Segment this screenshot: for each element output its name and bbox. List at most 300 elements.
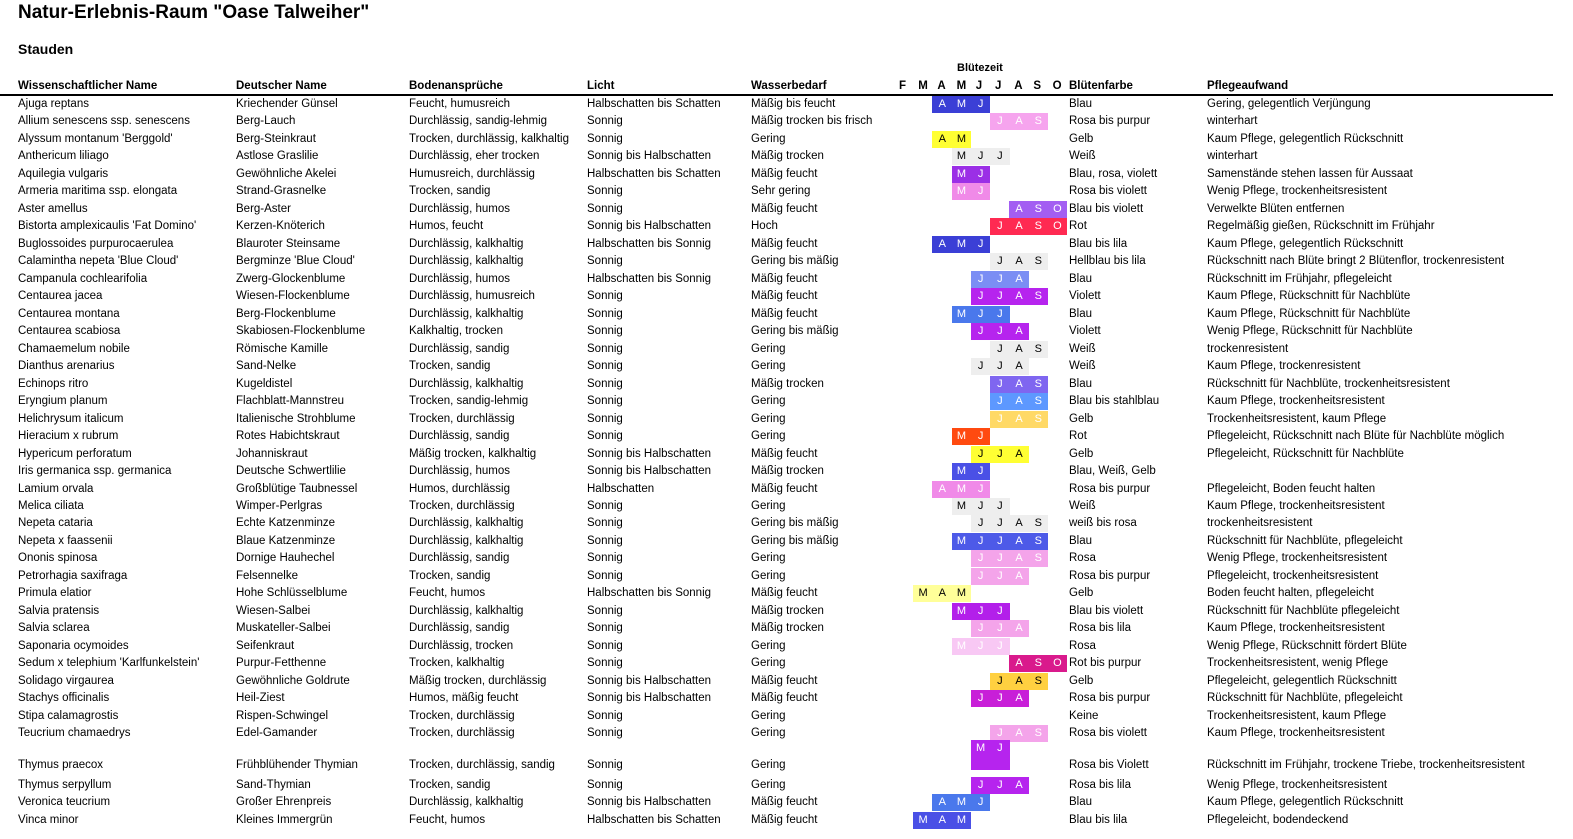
cell-wiss: Centaurea jacea <box>18 290 103 302</box>
bloom-cell: A <box>932 131 952 148</box>
cell-pflege: winterhart <box>1207 115 1258 127</box>
header-wasser: Wasserbedarf <box>751 80 827 92</box>
cell-farbe: Rosa <box>1069 640 1096 652</box>
bloom-cell: A <box>1009 550 1029 567</box>
cell-licht: Sonnig bis Halbschatten <box>587 675 712 687</box>
cell-licht: Halbschatten bis Schatten <box>587 814 721 826</box>
bloom-cell: S <box>1028 725 1048 742</box>
cell-wasser: Mäßig feucht <box>751 796 818 808</box>
cell-wiss: Lamium orvala <box>18 483 94 495</box>
cell-boden: Feucht, humos <box>409 814 486 826</box>
bloom-cell: S <box>1028 655 1048 672</box>
bloom-cell: J <box>990 411 1010 428</box>
cell-wasser: Gering <box>751 552 786 564</box>
cell-boden: Durchlässig, eher trocken <box>409 150 540 162</box>
bloom-cell: J <box>990 498 1010 515</box>
bloom-cell: J <box>971 306 991 323</box>
bloom-cell: J <box>990 620 1010 637</box>
cell-wiss: Salvia sclarea <box>18 622 90 634</box>
cell-boden: Trocken, sandig <box>409 360 491 372</box>
cell-deutsch: Großer Ehrenpreis <box>236 796 332 808</box>
cell-pflege: Pflegeleicht, gelegentlich Rückschnitt <box>1207 675 1397 687</box>
cell-pflege: Kaum Pflege, gelegentlich Rückschnitt <box>1207 238 1404 250</box>
cell-deutsch: Wimper-Perlgras <box>236 500 323 512</box>
cell-wiss: Dianthus arenarius <box>18 360 115 372</box>
cell-wiss: Centaurea scabiosa <box>18 325 121 337</box>
cell-wasser: Gering <box>751 570 786 582</box>
cell-licht: Sonnig <box>587 378 623 390</box>
cell-wiss: Iris germanica ssp. germanica <box>18 465 172 477</box>
cell-licht: Sonnig <box>587 640 623 652</box>
cell-licht: Halbschatten bis Schatten <box>587 98 721 110</box>
bloom-cell: A <box>932 585 952 602</box>
table-row <box>0 253 1553 270</box>
cell-pflege: Pflegeleicht, bodendeckend <box>1207 814 1349 826</box>
cell-deutsch: Kerzen-Knöterich <box>236 220 325 232</box>
bloom-cell: J <box>971 271 991 288</box>
cell-pflege: Trockenheitsresistent, kaum Pflege <box>1207 710 1387 722</box>
cell-boden: Durchlässig, sandig-lehmig <box>409 115 548 127</box>
cell-wiss: Nepeta x faassenii <box>18 535 113 547</box>
cell-wasser: Mäßig feucht <box>751 675 818 687</box>
header-farbe: Blütenfarbe <box>1069 80 1133 92</box>
cell-wiss: Anthericum liliago <box>18 150 109 162</box>
bloom-cell: A <box>1009 358 1029 375</box>
cell-deutsch: Rispen-Schwingel <box>236 710 329 722</box>
table-row <box>0 655 1553 672</box>
cell-wiss: Saponaria ocymoides <box>18 640 129 652</box>
cell-farbe: Gelb <box>1069 133 1094 145</box>
bloom-cell: J <box>971 358 991 375</box>
cell-wiss: Sedum x telephium 'Karlfunkelstein' <box>18 657 200 669</box>
cell-pflege: Kaum Pflege, trockenheitsresistent <box>1207 622 1385 634</box>
bloom-cell: J <box>971 236 991 253</box>
bloom-cell: A <box>1009 201 1029 218</box>
bloom-cell: S <box>1028 376 1048 393</box>
table-row <box>0 183 1553 200</box>
cell-wasser: Gering <box>751 657 786 669</box>
bloom-cell: S <box>1028 673 1048 690</box>
bloom-cell: A <box>1009 515 1029 532</box>
cell-pflege: Kaum Pflege, trockenheitsresistent <box>1207 395 1385 407</box>
cell-licht: Sonnig <box>587 115 623 127</box>
cell-wasser: Sehr gering <box>751 185 811 197</box>
cell-farbe: Rosa bis violett <box>1069 185 1147 197</box>
table-row <box>0 515 1553 532</box>
cell-boden: Durchlässig, sandig <box>409 622 510 634</box>
cell-deutsch: Strand-Grasnelke <box>236 185 327 197</box>
cell-wasser: Mäßig feucht <box>751 203 818 215</box>
cell-farbe: Gelb <box>1069 675 1094 687</box>
bloom-cell: S <box>1028 515 1048 532</box>
cell-deutsch: Muskateller-Salbei <box>236 622 331 634</box>
month-header: M <box>918 80 928 92</box>
bloom-cell: M <box>952 794 972 811</box>
table-row <box>0 271 1553 288</box>
cell-deutsch: Italienische Strohblume <box>236 413 356 425</box>
bloom-cell: A <box>1009 446 1029 463</box>
bloom-cell: J <box>990 253 1010 270</box>
table-row <box>0 603 1553 620</box>
bloom-cell: A <box>932 481 952 498</box>
cell-pflege: Wenig Pflege, Rückschnitt fördert Blüte <box>1207 640 1407 652</box>
cell-boden: Trocken, durchlässig <box>409 500 515 512</box>
cell-wiss: Teucrium chamaedrys <box>18 727 131 739</box>
cell-farbe: Rosa bis purpur <box>1069 570 1151 582</box>
bloom-cell: M <box>952 498 972 515</box>
cell-wasser: Gering <box>751 413 786 425</box>
cell-pflege: Boden feucht halten, pflegeleicht <box>1207 587 1374 599</box>
cell-farbe: Rot <box>1069 220 1087 232</box>
bloom-cell: J <box>971 323 991 340</box>
bloom-cell: S <box>1028 253 1048 270</box>
cell-wiss: Petrorhagia saxifraga <box>18 570 128 582</box>
cell-licht: Sonnig <box>587 395 623 407</box>
cell-pflege: Trockenheitsresistent, kaum Pflege <box>1207 413 1387 425</box>
cell-farbe: Rot bis purpur <box>1069 657 1142 669</box>
cell-deutsch: Römische Kamille <box>236 343 329 355</box>
month-header: S <box>1033 80 1042 92</box>
bloom-cell: J <box>990 550 1010 567</box>
bloom-cell: O <box>1048 655 1068 672</box>
cell-wiss: Thymus serpyllum <box>18 779 112 791</box>
cell-wiss: Alyssum montanum 'Berggold' <box>18 133 173 145</box>
cell-wasser: Gering <box>751 710 786 722</box>
cell-boden: Durchlässig, kalkhaltig <box>409 605 524 617</box>
bloom-cell: M <box>952 236 972 253</box>
cell-boden: Durchlässig, kalkhaltig <box>409 535 524 547</box>
bloom-cell: M <box>913 812 933 829</box>
bloom-cell: J <box>990 376 1010 393</box>
table-row <box>0 341 1553 358</box>
cell-farbe: Blau bis stahlblau <box>1069 395 1160 407</box>
bloom-cell: A <box>1009 323 1029 340</box>
table-row <box>0 201 1553 218</box>
table-row <box>0 585 1553 602</box>
cell-deutsch: Bergminze 'Blue Cloud' <box>236 255 355 267</box>
cell-deutsch: Berg-Flockenblume <box>236 308 336 320</box>
cell-wiss: Ajuga reptans <box>18 98 89 110</box>
cell-pflege: Gering, gelegentlich Verjüngung <box>1207 98 1371 110</box>
cell-farbe: Blau <box>1069 796 1093 808</box>
cell-wiss: Armeria maritima ssp. elongata <box>18 185 178 197</box>
cell-pflege: Kaum Pflege, Rückschnitt für Nachblüte <box>1207 290 1411 302</box>
cell-farbe: Hellblau bis lila <box>1069 255 1146 267</box>
cell-wiss: Primula elatior <box>18 587 92 599</box>
bloom-cell: J <box>971 690 991 707</box>
cell-farbe: Blau, Weiß, Gelb <box>1069 465 1156 477</box>
cell-boden: Durchlässig, kalkhaltig <box>409 308 524 320</box>
table-row <box>0 218 1553 235</box>
table-row <box>0 323 1553 340</box>
bloom-cell: A <box>932 236 952 253</box>
cell-deutsch: Heil-Ziest <box>236 692 285 704</box>
bloom-cell: A <box>1009 655 1029 672</box>
cell-pflege: Verwelkte Blüten entfernen <box>1207 203 1345 215</box>
cell-licht: Sonnig <box>587 343 623 355</box>
cell-wasser: Mäßig bis feucht <box>751 98 836 110</box>
cell-farbe: Weiß <box>1069 343 1096 355</box>
cell-licht: Sonnig <box>587 570 623 582</box>
bloom-cell: M <box>952 131 972 148</box>
cell-wasser: Mäßig trocken <box>751 605 824 617</box>
cell-boden: Durchlässig, sandig <box>409 430 510 442</box>
bloom-cell: J <box>971 550 991 567</box>
cell-farbe: Violett <box>1069 325 1101 337</box>
cell-wasser: Mäßig feucht <box>751 483 818 495</box>
cell-farbe: Rosa bis violett <box>1069 727 1147 739</box>
table-row <box>0 777 1553 794</box>
cell-pflege: Wenig Pflege, trockenheitsresistent <box>1207 779 1388 791</box>
section-title: Stauden <box>18 41 74 57</box>
cell-licht: Sonnig <box>587 203 623 215</box>
bloom-cell: S <box>1028 533 1048 550</box>
bloom-cell: M <box>952 481 972 498</box>
cell-pflege: Rückschnitt für Nachblüte, pflegeleicht <box>1207 692 1403 704</box>
cell-wiss: Hieracium x rubrum <box>18 430 119 442</box>
cell-farbe: Blau <box>1069 273 1093 285</box>
bloom-cell: J <box>990 446 1010 463</box>
cell-wasser: Mäßig feucht <box>751 238 818 250</box>
bloom-cell: A <box>1009 777 1029 794</box>
bloom-cell: J <box>971 288 991 305</box>
cell-licht: Sonnig <box>587 727 623 739</box>
cell-farbe: Blau bis lila <box>1069 814 1128 826</box>
cell-licht: Sonnig <box>587 325 623 337</box>
cell-licht: Halbschatten <box>587 483 655 495</box>
cell-licht: Sonnig <box>587 290 623 302</box>
bloom-cell: J <box>971 603 991 620</box>
table-row <box>0 533 1553 550</box>
cell-boden: Durchlässig, trocken <box>409 640 514 652</box>
bloom-cell: J <box>990 306 1010 323</box>
bloom-cell: S <box>1028 411 1048 428</box>
cell-deutsch: Astlose Graslilie <box>236 150 319 162</box>
cell-farbe: Blau bis violett <box>1069 605 1144 617</box>
header-boden: Bodenansprüche <box>409 80 503 92</box>
table-row <box>0 148 1553 165</box>
month-header: M <box>956 80 967 92</box>
cell-deutsch: Zwerg-Glockenblume <box>236 273 346 285</box>
cell-pflege: Kaum Pflege, trockenheitsresistent <box>1207 500 1385 512</box>
bloom-cell: A <box>932 812 952 829</box>
cell-deutsch: Kriechender Günsel <box>236 98 338 110</box>
bloom-cell: J <box>990 113 1010 130</box>
cell-licht: Sonnig <box>587 517 623 529</box>
month-header: J <box>975 80 983 92</box>
cell-boden: Trocken, durchlässig <box>409 727 515 739</box>
cell-deutsch: Sand-Nelke <box>236 360 297 372</box>
cell-deutsch: Kugeldistel <box>236 378 293 390</box>
table-row <box>0 620 1553 637</box>
bloom-cell: O <box>1048 201 1068 218</box>
cell-deutsch: Deutsche Schwertlilie <box>236 465 346 477</box>
cell-wasser: Mäßig trocken <box>751 378 824 390</box>
cell-wasser: Mäßig feucht <box>751 814 818 826</box>
cell-wasser: Gering <box>751 759 786 771</box>
cell-wiss: Centaurea montana <box>18 308 120 320</box>
cell-wasser: Mäßig trocken <box>751 622 824 634</box>
bloom-cell: J <box>990 323 1010 340</box>
cell-licht: Sonnig bis Halbschatten <box>587 220 712 232</box>
cell-wiss: Helichrysum italicum <box>18 413 124 425</box>
cell-licht: Sonnig <box>587 413 623 425</box>
cell-wasser: Mäßig trocken bis frisch <box>751 115 873 127</box>
cell-farbe: Rosa bis lila <box>1069 622 1131 634</box>
table-row <box>0 568 1553 585</box>
cell-farbe: Blau bis violett <box>1069 203 1144 215</box>
bloom-cell: M <box>952 463 972 480</box>
table-row <box>0 376 1553 393</box>
table-row <box>0 481 1553 498</box>
bloom-cell: A <box>1009 620 1029 637</box>
cell-pflege: Kaum Pflege, gelegentlich Rückschnitt <box>1207 133 1404 145</box>
cell-pflege: Pflegeleicht, Boden feucht halten <box>1207 483 1376 495</box>
cell-licht: Sonnig <box>587 657 623 669</box>
bloom-cell: M <box>952 306 972 323</box>
table-row <box>0 690 1553 707</box>
cell-pflege: Pflegeleicht, Rückschnitt für Nachblüte <box>1207 448 1404 460</box>
cell-farbe: Gelb <box>1069 413 1094 425</box>
cell-licht: Sonnig <box>587 430 623 442</box>
bloom-cell: J <box>971 96 991 113</box>
bloom-cell: J <box>971 568 991 585</box>
cell-wasser: Gering bis mäßig <box>751 535 839 547</box>
cell-wiss: Hypericum perforatum <box>18 448 132 460</box>
bloom-cell: J <box>971 166 991 183</box>
bloom-cell: J <box>990 288 1010 305</box>
cell-licht: Sonnig bis Halbschatten <box>587 796 712 808</box>
bloom-cell: J <box>971 498 991 515</box>
bloom-cell: J <box>990 515 1010 532</box>
cell-boden: Feucht, humusreich <box>409 98 510 110</box>
bloom-cell: A <box>1009 411 1029 428</box>
bloom-cell: M <box>952 585 972 602</box>
cell-boden: Mäßig trocken, kalkhaltig <box>409 448 537 460</box>
cell-wasser: Gering bis mäßig <box>751 325 839 337</box>
cell-wiss: Buglossoides purpurocaerulea <box>18 238 174 250</box>
table-row <box>0 638 1553 655</box>
bloom-cell: S <box>1028 288 1048 305</box>
cell-wasser: Mäßig feucht <box>751 168 818 180</box>
bloom-cell: M <box>952 148 972 165</box>
cell-pflege: winterhart <box>1207 150 1258 162</box>
bloom-cell: A <box>1009 376 1029 393</box>
cell-boden: Durchlässig, humos <box>409 203 510 215</box>
cell-boden: Kalkhaltig, trocken <box>409 325 503 337</box>
cell-pflege: Trockenheitsresistent, wenig Pflege <box>1207 657 1389 669</box>
bloom-cell: J <box>971 463 991 480</box>
bloom-cell: A <box>932 794 952 811</box>
cell-deutsch: Berg-Steinkraut <box>236 133 316 145</box>
cell-licht: Sonnig <box>587 308 623 320</box>
cell-deutsch: Gewöhnliche Akelei <box>236 168 337 180</box>
cell-deutsch: Seifenkraut <box>236 640 295 652</box>
cell-farbe: Blau <box>1069 535 1093 547</box>
cell-deutsch: Blauroter Steinsame <box>236 238 341 250</box>
cell-pflege: Kaum Pflege, Rückschnitt für Nachblüte <box>1207 308 1411 320</box>
cell-deutsch: Flachblatt-Mannstreu <box>236 395 345 407</box>
month-header: O <box>1052 80 1062 92</box>
header-deutsch: Deutscher Name <box>236 80 327 92</box>
bloom-cell: J <box>990 271 1010 288</box>
cell-deutsch: Berg-Lauch <box>236 115 296 127</box>
cell-boden: Mäßig trocken, durchlässig <box>409 675 547 687</box>
cell-farbe: Weiß <box>1069 150 1096 162</box>
cell-licht: Sonnig <box>587 360 623 372</box>
bloom-cell: M <box>952 166 972 183</box>
cell-licht: Halbschatten bis Sonnig <box>587 587 712 599</box>
cell-wasser: Gering <box>751 779 786 791</box>
cell-farbe: Gelb <box>1069 448 1094 460</box>
bloom-cell: J <box>990 341 1010 358</box>
cell-wasser: Gering <box>751 133 786 145</box>
bloom-cell: A <box>1009 113 1029 130</box>
cell-boden: Trocken, sandig <box>409 570 491 582</box>
cell-farbe: Rosa bis lila <box>1069 779 1131 791</box>
cell-pflege: Wenig Pflege, trockenheitsresistent <box>1207 185 1388 197</box>
table-row <box>0 96 1553 113</box>
cell-wiss: Ononis spinosa <box>18 552 98 564</box>
bloom-cell: J <box>990 533 1010 550</box>
table-header <box>0 80 1553 96</box>
cell-wiss: Melica ciliata <box>18 500 84 512</box>
cell-licht: Sonnig <box>587 185 623 197</box>
header-pflege: Pflegeaufwand <box>1207 80 1289 92</box>
cell-wiss: Campanula cochlearifolia <box>18 273 148 285</box>
table-row <box>0 393 1553 410</box>
cell-pflege: Rückschnitt im Frühjahr, trockene Triebe, trockenheitsresistent <box>1207 759 1525 771</box>
cell-pflege: Kaum Pflege, trockenresistent <box>1207 360 1361 372</box>
cell-wiss: Thymus praecox <box>18 759 104 771</box>
table-row <box>0 463 1553 480</box>
bloom-cell: O <box>1048 218 1068 235</box>
cell-wasser: Gering <box>751 727 786 739</box>
cell-wiss: Salvia pratensis <box>18 605 100 617</box>
cell-boden: Trocken, durchlässig <box>409 710 515 722</box>
cell-farbe: Rosa <box>1069 552 1096 564</box>
cell-boden: Durchlässig, kalkhaltig <box>409 238 524 250</box>
bloom-cell: J <box>990 218 1010 235</box>
cell-farbe: Gelb <box>1069 587 1094 599</box>
cell-wasser: Gering <box>751 500 786 512</box>
bloom-cell: S <box>1028 113 1048 130</box>
bloom-cell: A <box>1009 568 1029 585</box>
cell-wiss: Veronica teucrium <box>18 796 111 808</box>
bluetezeit-label: Blütezeit <box>957 62 1003 74</box>
bloom-cell: S <box>1028 201 1048 218</box>
month-header: F <box>899 80 907 92</box>
cell-licht: Sonnig <box>587 552 623 564</box>
cell-deutsch: Berg-Aster <box>236 203 291 215</box>
cell-boden: Trocken, sandig-lehmig <box>409 395 529 407</box>
table-row <box>0 794 1553 811</box>
cell-licht: Sonnig <box>587 759 623 771</box>
cell-wasser: Gering <box>751 360 786 372</box>
cell-pflege: Rückschnitt im Frühjahr, pflegeleicht <box>1207 273 1392 285</box>
bloom-cell: J <box>971 515 991 532</box>
cell-wasser: Gering <box>751 430 786 442</box>
bloom-cell: M <box>952 638 972 655</box>
cell-deutsch: Edel-Gamander <box>236 727 318 739</box>
cell-wiss: Vinca minor <box>18 814 79 826</box>
cell-boden: Durchlässig, humos <box>409 273 510 285</box>
table-row <box>0 550 1553 567</box>
cell-wiss: Chamaemelum nobile <box>18 343 130 355</box>
table-row <box>0 358 1553 375</box>
bloom-cell: M <box>952 812 972 829</box>
bloom-cell: A <box>1009 533 1029 550</box>
